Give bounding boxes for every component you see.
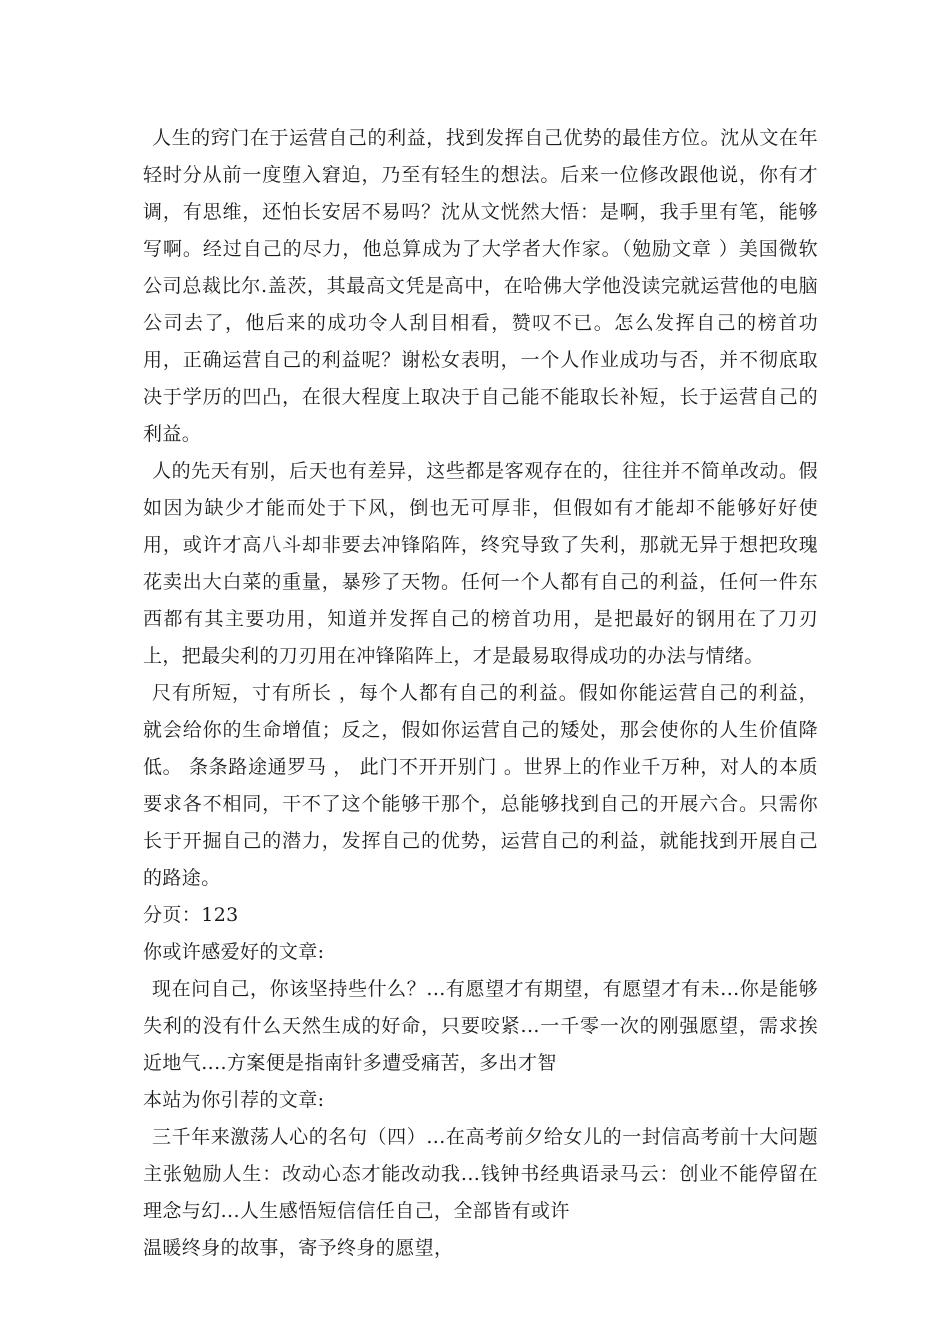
recommended-heading: 本站为你引荐的文章: [143, 1089, 325, 1111]
paragraph-3: 尺有所短，寸有所长 ，每个人都有自己的利益。假如你能运营自己的利益，就会给你的生命增值；反之，假如你运营自己的矮处，那会使你的人生价值降低。 条条路途通罗马 ， 此门不开开别门 。世界上的作业千万种，对人的本质要求各不相同，干不了这个能够干那个，总能够找到自己的开展六合。只需你长于开掘自己的潜力，发挥自己的优势，运营自己的利益，就能找到开展自己的路途。 [143, 682, 818, 889]
related-heading: 你或许感爱好的文章: [143, 941, 325, 963]
related-articles-text: 现在问自己，你该坚持些什么？...有愿望才有期望，有愿望才有未...你是能够失利的没有什么天然生成的好命，只要咬紧...一千零一次的刚强愿望，需求挨近地气....方案便是指南针多遭受痛苦，多出才智 [143, 978, 818, 1074]
pagination-text: 分页：123 [143, 904, 239, 926]
paragraph-1: 人生的窍门在于运营自己的利益，找到发挥自己优势的最佳方位。沈从文在年轻时分从前一度堕入窘迫，乃至有轻生的想法。后来一位修改跟他说，你有才调，有思维，还怕长安居不易吗？沈从文恍然大悟：是啊，我手里有笔，能够写啊。经过自己的尽力，他总算成为了大学者大作家。（勉励文章 ）美国微软公司总裁比尔.盖茨，其最高文凭是高中，在哈佛大学他没读完就运营他的电脑公司去了，他后来的成功令人刮目相看，赞叹不已。怎么发挥自己的榜首功用，正确运营自己的利益呢？谢松女表明，一个人作业成功与否，并不彻底取决于学历的凹凸，在很大程度上取决于自己能不能取长补短，长于运营自己的利益。 [143, 127, 818, 445]
closing-line: 温暖终身的故事，寄予终身的愿望， [143, 1237, 454, 1259]
document-body [143, 120, 818, 1267]
paragraph-2: 人的先天有别，后天也有差异，这些都是客观存在的，往往并不简单改动。假如因为缺少才能而处于下风，倒也无可厚非，但假如有才能却不能够好好使用，或许才高八斗却非要去冲锋陷阵，终究导致了失利，那就无异于想把玫瑰花卖出大白菜的重量，暴殄了天物。任何一个人都有自己的利益，任何一件东西都有其主要功用，知道并发挥自己的榜首功用，是把最好的钢用在了刀刃上，把最尖利的刀刃用在冲锋陷阵上，才是最易取得成功的办法与情绪。 [143, 460, 818, 667]
recommended-articles-text: 三千年来激荡人心的名句（四）...在高考前夕给女儿的一封信高考前十大问题主张勉励人生：改动心态才能改动我...钱钟书经典语录马云：创业不能停留在理念与幻...人生感悟短信信任自己，全部皆有或许 [143, 1126, 818, 1222]
